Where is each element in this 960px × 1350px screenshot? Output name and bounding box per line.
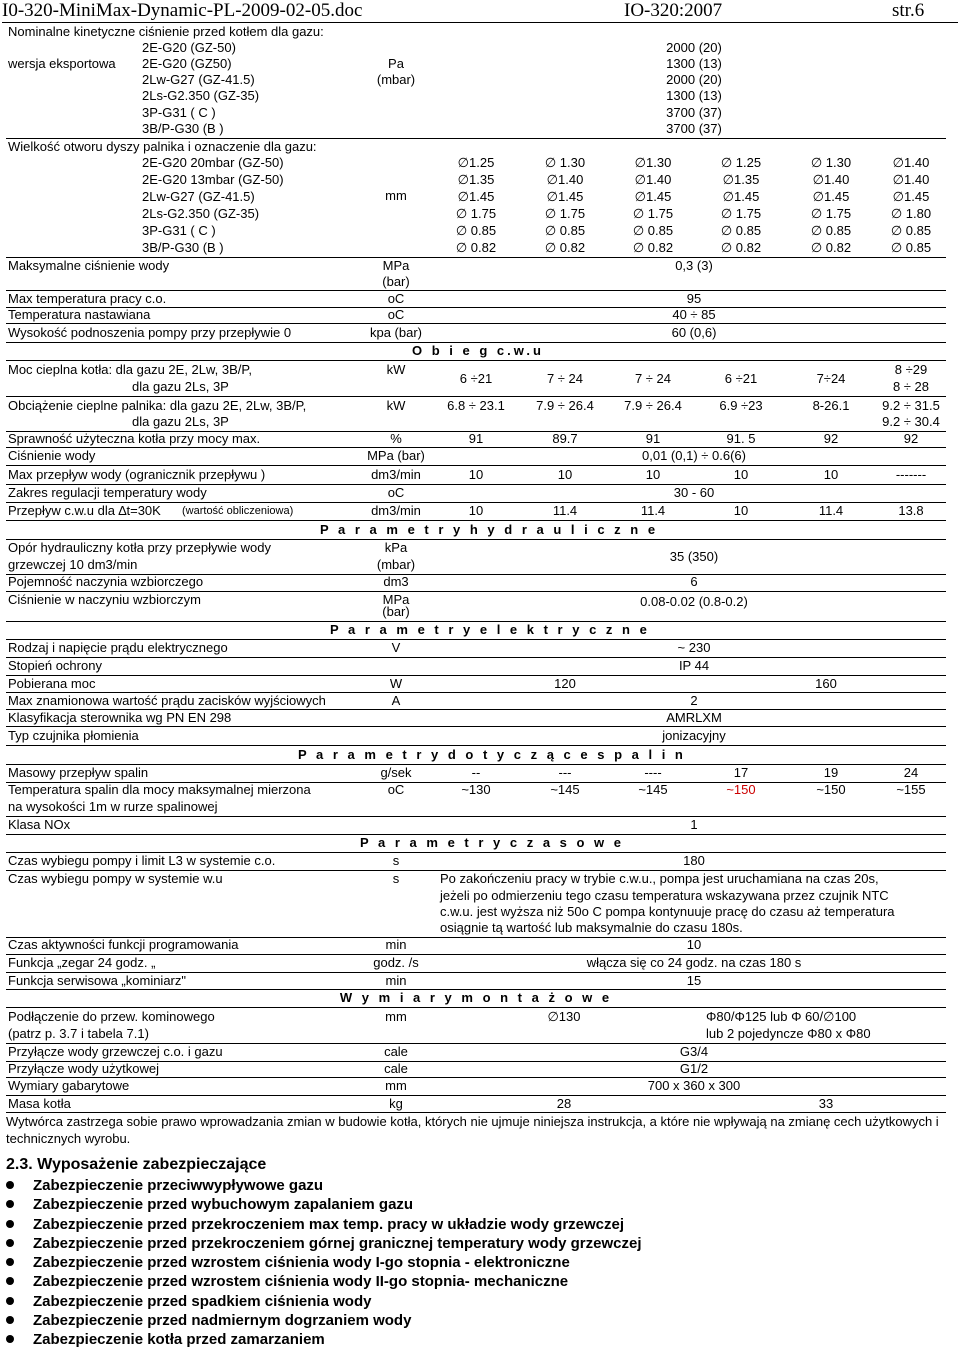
row-label: Rodzaj i napięcie prądu elektrycznego bbox=[8, 640, 228, 655]
nozzle-diameter: ∅1.35 bbox=[457, 172, 495, 187]
safety-item: Zabezpieczenie przed wzrostem ciśnienia wody II-go stopnia- mechaniczne bbox=[6, 1272, 946, 1291]
spec-value: jonizacyjny bbox=[662, 728, 726, 743]
row-label: Funkcja „zegar 24 godz. „ bbox=[8, 955, 156, 970]
spec-value: 120 bbox=[554, 676, 576, 691]
spec-value: 30 - 60 bbox=[673, 485, 715, 500]
row-label: Wymiary gabarytowe bbox=[8, 1078, 130, 1093]
nozzle-diameter: ∅ 0.85 bbox=[720, 223, 762, 238]
nozzle-diameter: ∅1.45 bbox=[634, 189, 672, 204]
spec-value: 1 bbox=[690, 817, 698, 832]
flow-value: 10 bbox=[557, 467, 573, 482]
row-label: Sprawność użyteczna kotła przy mocy max. bbox=[8, 431, 261, 446]
load-value: 7.9 ÷ 26.4 bbox=[536, 398, 594, 413]
gas-label: 3B/P-G30 (B ) bbox=[142, 240, 224, 255]
unit-label: mm bbox=[385, 1078, 407, 1093]
safety-item: Zabezpieczenie przed przekroczeniem górnej granicznej temperatury wody grzewczej bbox=[6, 1234, 946, 1253]
row-label: (patrz p. 3.7 i tabela 7.1) bbox=[8, 1026, 149, 1041]
row-label: Ciśnienie w naczyniu wzbiorczym bbox=[8, 592, 201, 607]
power-value: 7 ÷ 24 bbox=[546, 371, 584, 386]
unit-label: (mbar) bbox=[376, 72, 416, 87]
flow-value: 10 bbox=[468, 503, 484, 518]
nozzle-diameter: ∅ 0.82 bbox=[455, 240, 497, 255]
load-value: 9.2 ÷ 31.5 bbox=[882, 398, 940, 413]
row-divider bbox=[6, 323, 946, 324]
row-label: Klasa NOx bbox=[8, 817, 71, 832]
unit-label: kPa bbox=[384, 540, 408, 555]
load-value: 7.9 ÷ 26.4 bbox=[624, 398, 682, 413]
unit-label: s bbox=[392, 853, 400, 868]
gas-label: 3P-G31 ( C ) bbox=[142, 105, 216, 120]
flue-flow-value: --- bbox=[558, 765, 572, 780]
flue-flow-value: 17 bbox=[733, 765, 749, 780]
unit-label: min bbox=[385, 973, 407, 988]
row-label: Maksymalne ciśnienie wody bbox=[8, 258, 170, 273]
row-divider bbox=[6, 447, 946, 448]
safety-list bbox=[6, 1176, 946, 1350]
section-heading: P a r a m e t r y h y d r a u l i c z n e bbox=[320, 522, 659, 537]
row-label: dla gazu 2Ls, 3P bbox=[132, 414, 229, 429]
bullet-icon bbox=[6, 1200, 14, 1208]
flue-temp-value: ~150 bbox=[816, 782, 846, 797]
unit-label: kW bbox=[386, 398, 406, 413]
unit-label: V bbox=[391, 640, 401, 655]
power-value: 8 ÷ 28 bbox=[892, 379, 930, 394]
flue-temp-value: ~130 bbox=[461, 782, 491, 797]
unit-label: min bbox=[385, 937, 407, 952]
unit-label: oC bbox=[387, 782, 405, 797]
load-value: 6.9 ÷23 bbox=[719, 398, 763, 413]
flue-flow-value: -- bbox=[471, 765, 481, 780]
spec-value: 160 bbox=[815, 676, 837, 691]
doc-code: IO-320:2007 bbox=[624, 0, 723, 21]
flue-temp-value: ~145 bbox=[550, 782, 580, 797]
load-value: 9.2 ÷ 30.4 bbox=[882, 414, 940, 429]
gas-label: 2Ls-G2.350 (GZ-35) bbox=[142, 206, 260, 221]
nozzle-diameter: ∅ 0.82 bbox=[544, 240, 586, 255]
spec-value: 0,3 (3) bbox=[675, 258, 713, 273]
nozzle-diameter: ∅ 0.85 bbox=[544, 223, 586, 238]
unit-label: MPa (bar) bbox=[367, 448, 425, 463]
gas-label: 2E-G20 (GZ-50) bbox=[142, 40, 236, 55]
power-value: 8 ÷29 bbox=[894, 362, 928, 377]
spec-value: 40 ÷ 85 bbox=[672, 307, 716, 322]
spec-value: 35 (350) bbox=[669, 549, 719, 564]
row-label: Czas aktywności funkcji programowania bbox=[8, 937, 239, 952]
row-label: Nominalne kinetyczne ciśnienie przed kotłem dla gazu: bbox=[8, 24, 324, 39]
safety-item: Zabezpieczenie przed nadmiernym dogrzaniem wody bbox=[6, 1311, 946, 1330]
bullet-icon bbox=[6, 1335, 14, 1343]
spec-value: IP 44 bbox=[678, 658, 710, 673]
nozzle-diameter: ∅ 0.85 bbox=[632, 223, 674, 238]
row-label: Ciśnienie wody bbox=[8, 448, 96, 463]
nozzle-diameter: ∅1.40 bbox=[892, 155, 930, 170]
flow-value: 10 bbox=[823, 467, 839, 482]
safety-item: Zabezpieczenie przed spadkiem ciśnienia wody bbox=[6, 1292, 946, 1311]
flow-value: 10 bbox=[733, 503, 749, 518]
section-heading: P a r a m e t r y c z a s o w e bbox=[360, 835, 625, 850]
flue-flow-value: ---- bbox=[644, 765, 662, 780]
power-value: 7 ÷ 24 bbox=[634, 371, 672, 386]
row-note: (wartość obliczeniowa) bbox=[182, 505, 294, 517]
row-label: Podłączenie do przew. kominowego bbox=[8, 1009, 215, 1024]
gas-label: 2E-G20 (GZ50) bbox=[142, 56, 232, 71]
row-label: Max temperatura pracy c.o. bbox=[8, 291, 167, 306]
page-number: str.6 bbox=[892, 0, 925, 21]
row-label: Funkcja serwisowa „kominiarz" bbox=[8, 973, 186, 988]
flow-value: 10 bbox=[468, 467, 484, 482]
row-label: Masowy przepływ spalin bbox=[8, 765, 149, 780]
flow-value: 10 bbox=[645, 467, 661, 482]
pressure-value: 3700 (37) bbox=[666, 121, 722, 136]
page-header bbox=[2, 0, 958, 23]
safety-item: Zabezpieczenie kotła przed zamarzaniem bbox=[6, 1330, 946, 1349]
pump-description-line: c.w.u. jest wyższa niż 50o C pompa kontynuuje pracę do czasu aż temperatura bbox=[440, 904, 895, 919]
row-label: wersja eksportowa bbox=[8, 56, 116, 71]
efficiency-value: 91 bbox=[645, 431, 661, 446]
unit-label: dm3 bbox=[383, 574, 409, 589]
pressure-value: 1300 (13) bbox=[666, 88, 722, 103]
efficiency-value: 89.7 bbox=[552, 431, 578, 446]
power-value: 6 ÷21 bbox=[724, 371, 758, 386]
nozzle-diameter: ∅ 1.30 bbox=[544, 155, 586, 170]
section-heading: W y m i a r y m o n t a ż o w e bbox=[339, 990, 613, 1005]
row-label: Temperatura spalin dla mocy maksymalnej mierzona bbox=[8, 782, 311, 797]
nozzle-diameter: ∅ 0.85 bbox=[455, 223, 497, 238]
spec-value: 95 bbox=[686, 291, 702, 306]
unit-label: MPa bbox=[382, 258, 410, 273]
row-divider bbox=[6, 465, 946, 466]
unit-label: (bar) bbox=[382, 604, 410, 619]
flow-value: 11.4 bbox=[818, 503, 844, 518]
pump-description-line: Po zakończeniu pracy w trybie c.w.u., pompa jest uruchamiana na czas 20s, bbox=[440, 871, 879, 886]
unit-label: dm3/min bbox=[371, 467, 421, 482]
flow-value: 11.4 bbox=[552, 503, 578, 518]
nozzle-diameter: ∅ 1.75 bbox=[455, 206, 497, 221]
nozzle-diameter: ∅ 0.85 bbox=[890, 223, 932, 238]
spec-value: lub 2 pojedyncze Φ80 x Φ80 bbox=[706, 1026, 871, 1041]
flue-temp-value: ~155 bbox=[896, 782, 926, 797]
spec-value: 0.08-0.02 (0.8-0.2) bbox=[640, 594, 748, 609]
row-label: Klasyfikacja sterownika wg PN EN 298 bbox=[8, 710, 232, 725]
pressure-value: 3700 (37) bbox=[666, 105, 722, 120]
nozzle-diameter: ∅ 1.30 bbox=[810, 155, 852, 170]
gas-label: 3P-G31 ( C ) bbox=[142, 223, 216, 238]
row-divider bbox=[6, 726, 946, 727]
gas-label: 2E-G20 13mbar (GZ-50) bbox=[142, 172, 284, 187]
nozzle-diameter: ∅1.45 bbox=[812, 189, 850, 204]
flue-temp-value: ~150 bbox=[726, 782, 756, 797]
spec-value: 0,01 (0,1) ÷ 0.6(6) bbox=[642, 448, 746, 463]
flow-value: ------- bbox=[895, 467, 927, 482]
flue-flow-value: 24 bbox=[903, 765, 919, 780]
power-value: 6 ÷21 bbox=[459, 371, 493, 386]
row-label: na wysokości 1m w rurze spalinowej bbox=[8, 799, 218, 814]
unit-label: kpa (bar) bbox=[369, 325, 423, 340]
bullet-icon bbox=[6, 1316, 14, 1324]
row-label: Typ czujnika płomienia bbox=[8, 728, 139, 743]
row-divider bbox=[6, 1077, 946, 1078]
unit-label: W bbox=[389, 676, 403, 691]
spec-value: 2 bbox=[690, 693, 698, 708]
spec-value: G3/4 bbox=[679, 1044, 709, 1059]
spec-value: 10 bbox=[686, 937, 702, 952]
flue-temp-value: ~145 bbox=[638, 782, 668, 797]
section-heading: P a r a m e t r y e l e k t r y c z n e bbox=[330, 622, 650, 637]
unit-label: dm3/min bbox=[371, 503, 421, 518]
unit-label: mm bbox=[385, 188, 407, 203]
nozzle-diameter: ∅1.45 bbox=[892, 189, 930, 204]
nozzle-diameter: ∅1.25 bbox=[457, 155, 495, 170]
section-heading: O b i e g c.w.u bbox=[412, 343, 544, 358]
unit-label: (mbar) bbox=[376, 557, 416, 572]
unit-label: Pa bbox=[388, 56, 404, 71]
row-label: Pojemność naczynia wzbiorczego bbox=[8, 574, 204, 589]
unit-label: s bbox=[392, 871, 400, 886]
row-divider bbox=[6, 1007, 946, 1008]
nozzle-diameter: ∅1.45 bbox=[457, 189, 495, 204]
spec-value: 15 bbox=[686, 973, 702, 988]
nozzle-diameter: ∅ 0.82 bbox=[720, 240, 762, 255]
power-value: 7÷24 bbox=[816, 371, 846, 386]
unit-label: (bar) bbox=[382, 274, 410, 289]
nozzle-diameter: ∅ 1.25 bbox=[720, 155, 762, 170]
efficiency-value: 91. 5 bbox=[726, 431, 756, 446]
row-divider bbox=[6, 816, 946, 817]
unit-label: cale bbox=[384, 1061, 408, 1076]
spec-value: 180 bbox=[683, 853, 705, 868]
nozzle-diameter: ∅ 0.82 bbox=[810, 240, 852, 255]
spec-value: 6 bbox=[690, 574, 698, 589]
row-label: Moc cieplna kotła: dla gazu 2E, 2Lw, 3B/P, bbox=[8, 362, 253, 377]
nozzle-diameter: ∅ 0.82 bbox=[632, 240, 674, 255]
row-divider bbox=[6, 360, 946, 361]
row-label: Temperatura nastawiana bbox=[8, 307, 151, 322]
unit-label: MPa bbox=[382, 592, 410, 607]
row-label: Zakres regulacji temperatury wody bbox=[8, 485, 207, 500]
manufacturer-footnote: Wytwórca zastrzega sobie prawo wprowadzania zmian w budowie kotła, których nie ujmuje niniejsza instrukcja, a które nie wpływają na zmianę cech użytkowych i technicznych wyrobu. bbox=[6, 1114, 939, 1146]
spec-value: 28 bbox=[556, 1096, 572, 1111]
flow-value: 13.8 bbox=[898, 503, 924, 518]
nozzle-diameter: ∅1.45 bbox=[546, 189, 584, 204]
row-divider bbox=[6, 745, 946, 746]
flow-value: 11.4 bbox=[640, 503, 666, 518]
row-label: Opór hydrauliczny kotła przy przepływie wody bbox=[8, 540, 271, 555]
bullet-icon bbox=[6, 1239, 14, 1247]
row-label: Max znamionowa wartość prądu zacisków wyjściowych bbox=[8, 693, 326, 708]
nozzle-diameter: ∅1.40 bbox=[546, 172, 584, 187]
unit-label: % bbox=[390, 431, 402, 446]
row-label: Max przepływ wody (ogranicznik przepływu ) bbox=[8, 467, 266, 482]
row-label: dla gazu 2Ls, 3P bbox=[132, 379, 229, 394]
nozzle-diameter: ∅1.45 bbox=[722, 189, 760, 204]
doc-filename: I0-320-MiniMax-Dynamic-PL-2009-02-05.doc bbox=[2, 0, 363, 21]
nozzle-diameter: ∅1.35 bbox=[722, 172, 760, 187]
specification-table bbox=[6, 24, 956, 1144]
row-label: Stopień ochrony bbox=[8, 658, 102, 673]
row-label: Przyłącze wody grzewczej c.o. i gazu bbox=[8, 1044, 223, 1059]
gas-label: 3B/P-G30 (B ) bbox=[142, 121, 224, 136]
row-label: Pobierana moc bbox=[8, 676, 96, 691]
unit-label: oC bbox=[387, 307, 405, 322]
section-heading: P a r a m e t r y d o t y c z ą c e s p a l i n bbox=[298, 747, 686, 762]
pressure-value: 2000 (20) bbox=[666, 72, 722, 87]
bullet-icon bbox=[6, 1277, 14, 1285]
row-label: Wielkość otworu dyszy palnika i oznaczenie dla gazu: bbox=[8, 139, 317, 154]
unit-label: cale bbox=[384, 1044, 408, 1059]
nozzle-diameter: ∅1.40 bbox=[812, 172, 850, 187]
unit-label: A bbox=[391, 693, 401, 708]
spec-value: włącza się co 24 godz. na czas 180 s bbox=[586, 955, 802, 970]
row-label: Przyłącze wody użytkowej bbox=[8, 1061, 159, 1076]
safety-item: Zabezpieczenie przeciwwypływowe gazu bbox=[6, 1176, 946, 1195]
unit-label: oC bbox=[387, 291, 405, 306]
unit-label: mm bbox=[385, 1009, 407, 1024]
spec-value: 700 x 360 x 300 bbox=[647, 1078, 741, 1093]
bullet-icon bbox=[6, 1297, 14, 1305]
section-title: 2.3. Wyposażenie zabezpieczające bbox=[6, 1156, 267, 1173]
row-divider bbox=[6, 520, 946, 521]
pressure-value: 2000 (20) bbox=[666, 40, 722, 55]
nozzle-diameter: ∅ 1.80 bbox=[890, 206, 932, 221]
spec-value: Φ80/Φ125 lub Φ 60/∅100 bbox=[706, 1009, 857, 1024]
gas-label: 2Lw-G27 (GZ-41.5) bbox=[142, 72, 255, 87]
efficiency-value: 92 bbox=[903, 431, 919, 446]
unit-label: kW bbox=[386, 362, 406, 377]
flue-flow-value: 19 bbox=[823, 765, 839, 780]
unit-label: g/sek bbox=[380, 765, 412, 780]
safety-item: Zabezpieczenie przed przekroczeniem max temp. pracy w układzie wody grzewczej bbox=[6, 1215, 946, 1234]
nozzle-diameter: ∅ 1.75 bbox=[632, 206, 674, 221]
nozzle-diameter: ∅1.40 bbox=[892, 172, 930, 187]
bullet-icon bbox=[6, 1258, 14, 1266]
nozzle-diameter: ∅ 1.75 bbox=[544, 206, 586, 221]
row-divider bbox=[6, 396, 946, 397]
gas-label: 2Ls-G2.350 (GZ-35) bbox=[142, 88, 260, 103]
row-label: Czas wybiegu pompy i limit L3 w systemie c.o. bbox=[8, 853, 276, 868]
row-label: Obciążenie cieplne palnika: dla gazu 2E, 2Lw, 3B/P, bbox=[8, 398, 307, 413]
flow-value: 10 bbox=[733, 467, 749, 482]
unit-label: oC bbox=[387, 485, 405, 500]
nozzle-diameter: ∅ 1.75 bbox=[720, 206, 762, 221]
load-value: 8-26.1 bbox=[812, 398, 850, 413]
gas-label: 2E-G20 20mbar (GZ-50) bbox=[142, 155, 284, 170]
bullet-icon bbox=[6, 1181, 14, 1189]
spec-value: AMRLXM bbox=[666, 710, 722, 725]
bullet-icon bbox=[6, 1220, 14, 1228]
row-divider bbox=[6, 657, 946, 658]
safety-item: Zabezpieczenie przed wzrostem ciśnienia wody I-go stopnia - elektroniczne bbox=[6, 1253, 946, 1272]
nozzle-diameter: ∅ 0.85 bbox=[810, 223, 852, 238]
pressure-value: 1300 (13) bbox=[666, 56, 722, 71]
unit-label: godz. /s bbox=[373, 955, 419, 970]
spec-value: G1/2 bbox=[679, 1061, 709, 1076]
gas-label: 2Lw-G27 (GZ-41.5) bbox=[142, 189, 255, 204]
spec-value: ~ 230 bbox=[677, 640, 711, 655]
nozzle-diameter: ∅ 1.75 bbox=[810, 206, 852, 221]
row-label: grzewczej 10 dm3/min bbox=[8, 557, 138, 572]
pump-description-line: jeżeli po odmierzeniu tego czasu temperatura wskazywana przez czujnik NTC bbox=[440, 888, 889, 903]
unit-label: kg bbox=[389, 1096, 403, 1111]
row-label: Czas wybiegu pompy w systemie w.u bbox=[8, 871, 223, 886]
spec-value: 33 bbox=[818, 1096, 834, 1111]
nozzle-diameter: ∅1.30 bbox=[634, 155, 672, 170]
pump-description-line: osiągnie tą wartość lub maksymalnie do czasu 180s. bbox=[440, 920, 743, 935]
efficiency-value: 92 bbox=[823, 431, 839, 446]
nozzle-diameter: ∅1.40 bbox=[634, 172, 672, 187]
nozzle-diameter: ∅ 0.85 bbox=[890, 240, 932, 255]
spec-value: 60 (0,6) bbox=[671, 325, 717, 340]
safety-item: Zabezpieczenie przed wybuchowym zapalaniem gazu bbox=[6, 1195, 946, 1214]
efficiency-value: 91 bbox=[468, 431, 484, 446]
row-label: Masa kotła bbox=[8, 1096, 71, 1111]
row-label: Wysokość podnoszenia pompy przy przepływie 0 bbox=[8, 325, 292, 340]
row-label: Przepływ c.w.u dla ∆t=30K bbox=[8, 503, 161, 518]
spec-value: ∅130 bbox=[547, 1009, 581, 1024]
load-value: 6.8 ÷ 23.1 bbox=[447, 398, 505, 413]
